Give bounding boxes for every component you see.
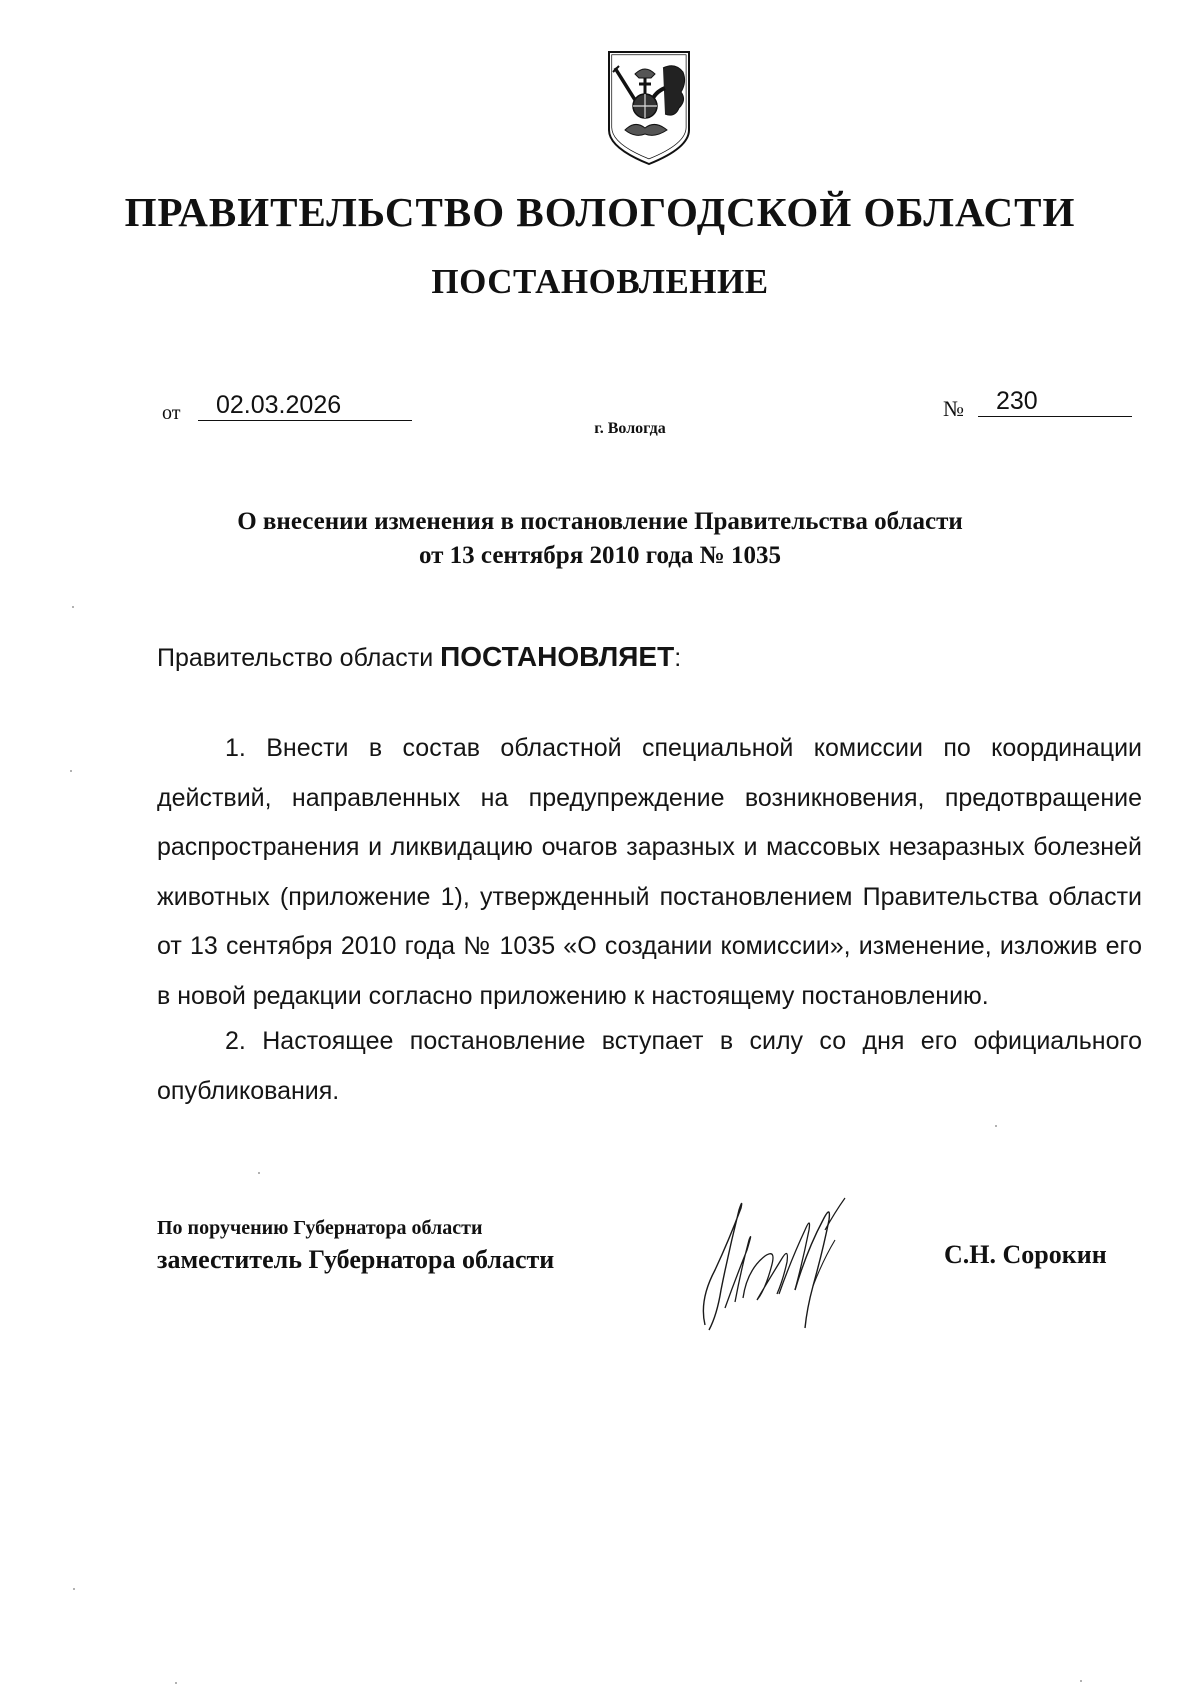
signer-name: С.Н. Сорокин (944, 1240, 1107, 1269)
coat-of-arms-emblem (605, 48, 693, 168)
handwritten-signature (695, 1190, 875, 1335)
signatory-position-block (157, 1213, 554, 1277)
scan-speck (73, 1588, 75, 1590)
date-value: 02.03.2026 (198, 390, 412, 421)
scan-speck (995, 1125, 997, 1127)
signatory-position: заместитель Губернатора области (157, 1245, 555, 1274)
number-label: № (943, 396, 964, 421)
scan-speck (175, 1682, 177, 1684)
document-subject (0, 505, 1200, 573)
scan-speck (72, 606, 74, 608)
organization-title: ПРАВИТЕЛЬСТВО ВОЛОГОДСКОЙ ОБЛАСТИ (124, 189, 1076, 235)
preamble-decree-word: ПОСТАНОВЛЯЕТ (440, 641, 675, 672)
number-value: 230 (978, 386, 1132, 417)
preamble-suffix: : (674, 644, 682, 672)
preamble-prefix: Правительство области (157, 644, 441, 672)
city-label: г. Вологда (594, 420, 666, 437)
subject-line-1: О внесении изменения в постановление Правительства области (237, 508, 963, 535)
subject-line-2: от 13 сентября 2010 года № 1035 (418, 542, 782, 569)
paragraph-1: 1. Внести в состав областной специальной комиссии по координации действий, направленных на предупреждение возникновения, предотвращение распространения и ликвидацию очагов заразных и массовых незаразных болезней животных (приложение 1), утвержденный постановлением Правительства области от 13 сентября 2010 года № 1035 «О создании комиссии», изменение, изложив его в новой редакции согласно приложению к настоящему постановлению. (157, 734, 1142, 1010)
scan-speck (258, 1172, 260, 1174)
scan-speck (70, 770, 72, 772)
paragraph-2: 2. Настоящее постановление вступает в силу со дня его официального опубликования. (157, 1027, 1142, 1105)
authority-line: По поручению Губернатора области (157, 1217, 483, 1239)
preamble (157, 632, 1142, 684)
date-label: от (162, 402, 181, 424)
document-type-title: ПОСТАНОВЛЕНИЕ (431, 262, 769, 301)
scan-speck (1080, 1680, 1082, 1682)
